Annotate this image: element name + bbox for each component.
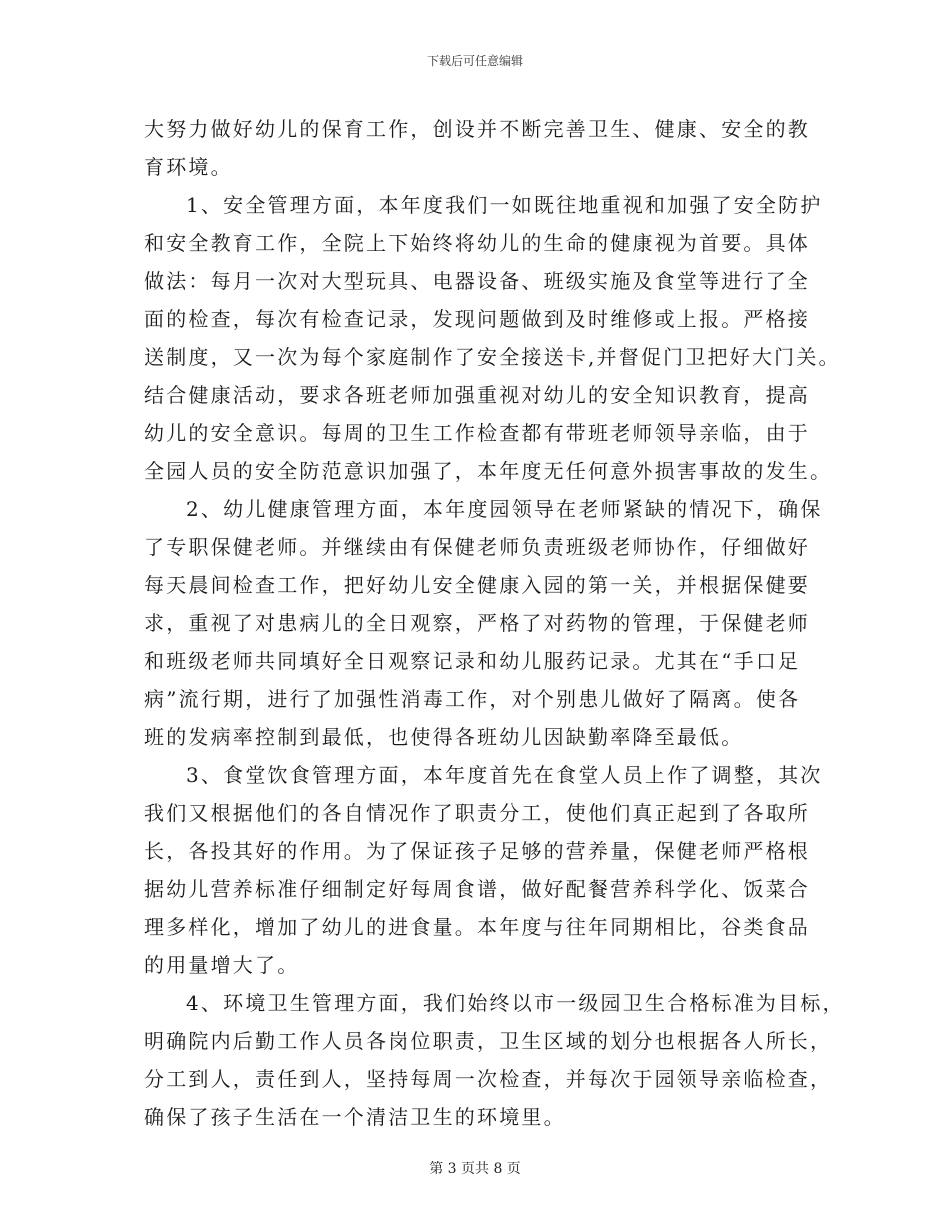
text-line: 幼儿的安全意识。每周的卫生工作检查都有带班老师领导亲临，由于 (144, 421, 810, 445)
text-line: 育环境。 (144, 155, 233, 179)
text-line: 明确院内后勤工作人员各岗位职责，卫生区域的划分也根据各人所长， (144, 1029, 833, 1053)
text-line: 确保了孩子生活在一个清洁卫生的环境里。 (144, 1105, 566, 1129)
text-line: 和班级老师共同填好全日观察记录和幼儿服药记录。尤其在“手口足 (144, 649, 801, 673)
document-body (144, 110, 845, 1136)
text-line: 班的发病率控制到最低，也使得各班幼儿因缺勤率降至最低。 (144, 725, 744, 749)
paragraph-1-start: 1、安全管理方面，本年度我们一如既往地重视和加强了安全防护 (186, 193, 823, 217)
text-line: 据幼儿营养标准仔细制定好每周食谱，做好配餐营养科学化、饭菜合 (144, 877, 810, 901)
text-line: 做法：每月一次对大型玩具、电器设备、班级实施及食堂等进行了全 (144, 269, 810, 293)
text-line: 病”流行期，进行了加强性消毒工作，对个别患儿做好了隔离。使各 (144, 687, 801, 711)
text-line: 大努力做好幼儿的保育工作，创设并不断完善卫生、健康、安全的教 (144, 117, 810, 141)
page-header: 下载后可任意编辑 (426, 54, 523, 68)
text-line: 求，重视了对患病儿的全日观察，严格了对药物的管理，于保健老师 (144, 611, 810, 635)
paragraph-3-start: 3、食堂饮食管理方面，本年度首先在食堂人员上作了调整，其次 (186, 763, 823, 787)
page-footer: 第 3 页共 8 页 (429, 1161, 521, 1177)
text-line: 的用量增大了。 (144, 953, 300, 977)
text-line: 和安全教育工作，全院上下始终将幼儿的生命的健康视为首要。具体 (144, 231, 810, 255)
text-line: 分工到人，责任到人，坚持每周一次检查，并每次于园领导亲临检查， (144, 1067, 833, 1091)
text-line: 我们又根据他们的各自情况作了职责分工，使他们真正起到了各取所 (144, 801, 810, 825)
text-line: 送制度，又一次为每个家庭制作了安全接送卡,并督促门卫把好大门关。 (144, 345, 841, 369)
text-line: 结合健康活动，要求各班老师加强重视对幼儿的安全知识教育，提高 (144, 383, 810, 407)
text-line: 全园人员的安全防范意识加强了，本年度无任何意外损害事故的发生。 (144, 459, 833, 483)
paragraph-4-start: 4、环境卫生管理方面，我们始终以市一级园卫生合格标准为目标， (186, 991, 845, 1015)
text-line: 长，各投其好的作用。为了保证孩子足够的营养量，保健老师严格根 (144, 839, 810, 863)
text-line: 每天晨间检查工作，把好幼儿安全健康入园的第一关，并根据保健要 (144, 573, 810, 597)
text-line: 理多样化，增加了幼儿的进食量。本年度与往年同期相比，谷类食品 (144, 915, 810, 939)
text-line: 面的检查，每次有检查记录，发现问题做到及时维修或上报。严格接 (144, 307, 810, 331)
paragraph-2-start: 2、幼儿健康管理方面，本年度园领导在老师紧缺的情况下，确保 (186, 497, 823, 521)
text-line: 了专职保健老师。并继续由有保健老师负责班级老师协作，仔细做好 (144, 535, 810, 559)
